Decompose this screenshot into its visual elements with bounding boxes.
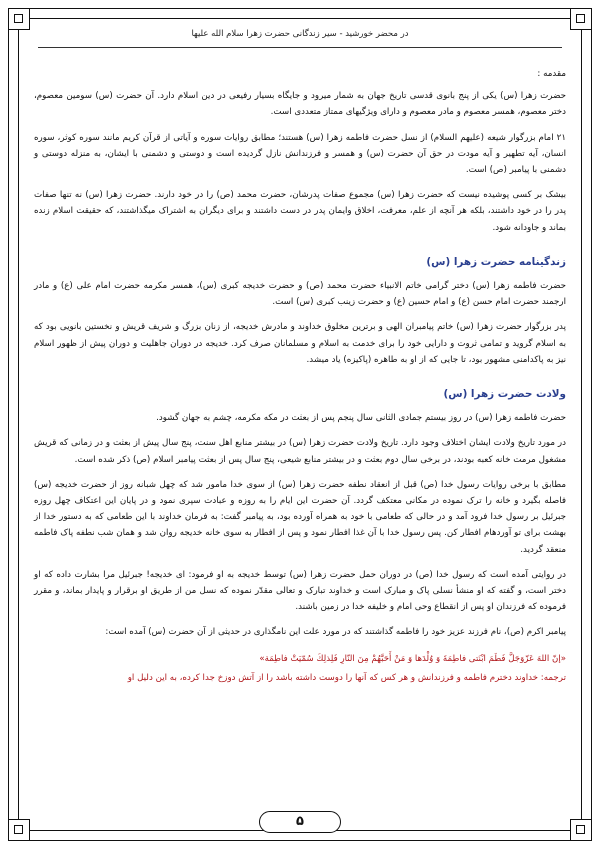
intro-label: مقدمه :	[537, 69, 566, 79]
birth-heading: ولادت حضرت زهرا (س)	[443, 388, 566, 401]
hadith-verse: «إنّ اللهَ عَزّوَجَلَّ فَطَمَ ابْنَتی فاطِمَةَ وَ وُلْدَها وَ مَنْ أَحَبَّهُمْ مِنَ النّارِ فَلِذلِكَ سُمّيَتْ فاطِمَة»	[259, 653, 566, 664]
corner-ornament-top-left	[8, 8, 30, 30]
birth-paragraph: در روایتی آمده است که رسول خدا (ص) در دوران حمل حضرت زهرا (س) توسط خدیجه به او فرمود: ای خدیجه! جبرئیل مرا بشارت داده که او دختر است، و گفته که او منشأ نسلی پاک و مبارک است و خداوند تبارک و تعالی مقدّر نموده که نسل من از طریق او برقرار و پایدار بماند، و مقرر فرموده که فرزندان او پس از انقطاع وحی امام و خلیفه خدا در زمین باشند.	[34, 569, 566, 613]
birth-paragraph: در مورد تاریخ ولادت ایشان اختلاف وجود دارد. تاریخ ولادت حضرت زهرا (س) در بیشتر منابع اهل سنت، پنج سال پیش از بعثت و در زمانی که قریش مشغول مرمت خانه کعبه بودند، در برخی سال دوم بعثت و در بیشتر منابع شیعی، پنج سال پس از بعثت پیامبر اسلام (ص) ذکر شده است.	[34, 438, 566, 465]
intro-paragraph: ۲۱ امام بزرگوار شیعه (علیهم السلام) از نسل حضرت فاطمه زهرا (س) هستند؛ مطابق روایات سوره و آیاتی از قرآن کریم مانند سوره کوثر، سوره انسان، آیه تطهیر و آیه مودت در حق آن حضرت (س) و همسر و فرزندانش نازل گردیده است و دوستی و دشمنی با ایشان، به منزله دوستی و دشمنی با پیامبر (ص) است.	[34, 132, 566, 176]
intro-paragraph: حضرت زهرا (س) یکی از پنج بانوی قدسی تاریخ جهان به شمار میرود و جایگاه بسیار رفیعی در دین اسلام دارد. آن حضرت (س) سومین معصوم، دختر معصوم، همسر معصوم و مادر معصوم و دارای ویژگیهای ممتاز متعددی است.	[34, 91, 566, 118]
biography-paragraph: حضرت فاطمه زهرا (س) دختر گرامی خاتم الانبیاء حضرت محمد (ص) و حضرت خدیجه کبری (س)، همسر مکرمه حضرت امام علی (ع) و مادر ارجمند حضرت امام حسن (ع) و امام حسین (ع) و حضرت زینب کبری (س) است.	[34, 281, 566, 308]
page-number: ۵	[259, 811, 341, 833]
header-rule	[38, 47, 562, 48]
corner-ornament-top-right	[570, 8, 592, 30]
corner-ornament-bottom-right	[570, 819, 592, 841]
intro-paragraph: بیشک بر کسی پوشیده نیست که حضرت زهرا (س) مجموع صفات پدرشان، حضرت محمد (ص) را در خود دارند. حضرت زهرا (س) نه تنها صفات پدر را در خود داشتند، بلکه هر آنچه از علم، معرفت، اخلاق وایمان پدر در دست داشتند و برای دیگران به اشتراک میگذاشتند، که حقیقت اسلام زنده بماند و جاودانه شود.	[34, 190, 566, 233]
biography-paragraph: پدر بزرگوار حضرت زهرا (س) خاتم پیامبران الهی و برترین مخلوق خداوند و مادرش خدیجه، از زنان بزرگ و شریف قریش و نخستین بانویی بود که به اسلام گروید و تمامی ثروت و دارایی خود را برای خدمت به اسلام و مسلمانان صرف کرد. خدیجه در دوران جاهلیت و دوران پیش از ظهور اسلام نیز به پاکدامنی مشهور بود، تا جایی که از او به طاهره (پاکیزه) یاد میشد.	[34, 322, 566, 365]
birth-paragraph: مطابق با برخی روایات رسول خدا (ص) قبل از انعقاد نطفه حضرت زهرا (س) از سوی خدا مامور شد که چهل شبانه روز از حضرت خدیجه (س) فاصله بگیرد و خانه را ترک نموده در مکانی معتکف گردد. آن حضرت این ایام را به روزه و عبادت سپری نمود و در پایان این اعتکاف چهل روزه جبرئیل بر رسول خدا فرود آمد و در حالی که طعامی با خود به همراه آورده بود، به پیامبر گفت: به فرمان خداوند با این طعامی که به دستور خدا از بهشت برای تو آوردهام افطار کن. پس رسول خدا با آن غذا افطار نمود و پس از افطار به سوی خانه خدیجه روان شد و همان شب نطفه پاک فاطمه منعقد گردید.	[34, 479, 566, 555]
birth-paragraph: پیامبر اکرم (ص)، نام فرزند عزیز خود را فاطمه گذاشتند که در مورد علت این نامگذاری در حدیثی از آن حضرت (س) آمده است:	[105, 627, 566, 638]
running-header: در محضر خورشید - سیر زندگانی حضرت زهرا سلام الله علیها	[191, 29, 409, 39]
birth-paragraph: حضرت فاطمه زهرا (س) در روز بیستم جمادی الثانی سال پنجم پس از بعثت در مکه مکرمه، چشم به جهان گشود.	[156, 413, 566, 424]
main-content	[34, 66, 566, 695]
hadith-translation: ترجمه: خداوند دخترم فاطمه و فرزندانش و هر کس که آنها را دوست داشته باشد را از آتش دوزخ جدا کرده، به این دلیل او	[127, 672, 566, 683]
corner-ornament-bottom-left	[8, 819, 30, 841]
biography-heading: زندگینامه حضرت زهرا (س)	[426, 255, 566, 268]
